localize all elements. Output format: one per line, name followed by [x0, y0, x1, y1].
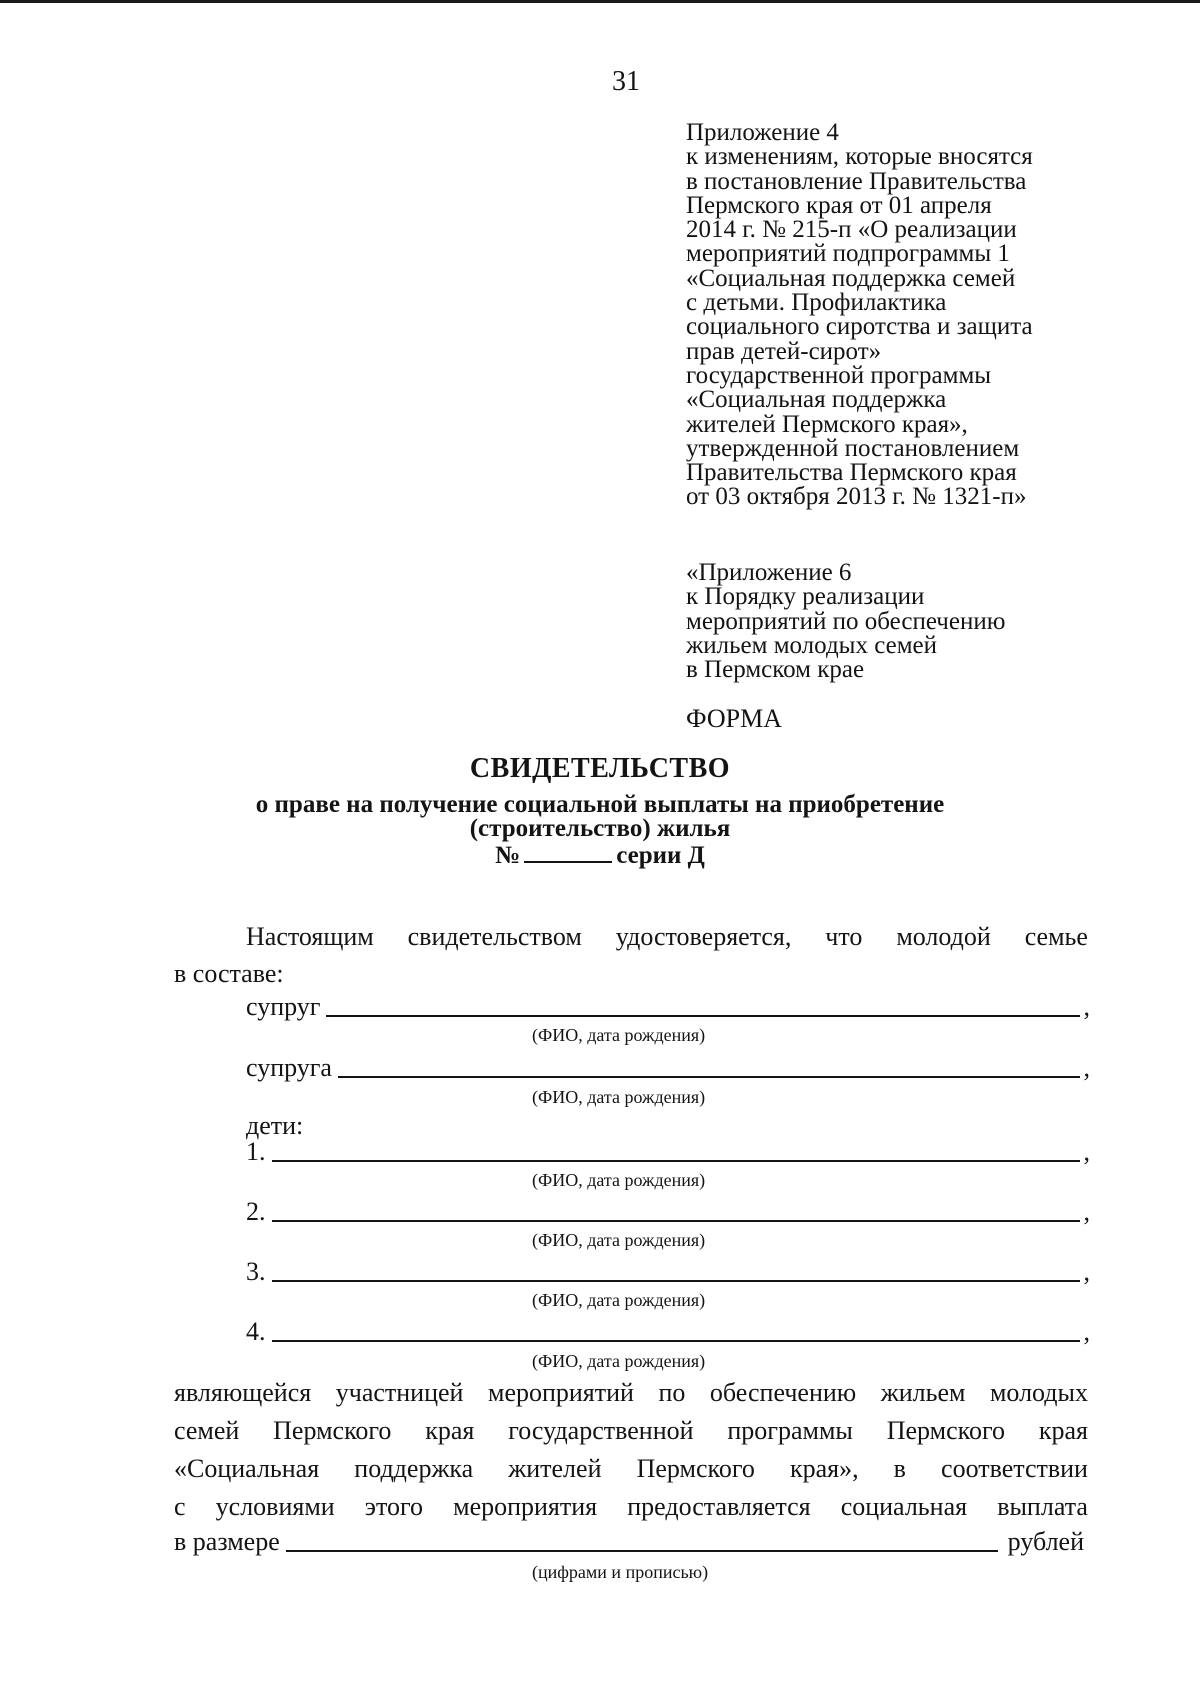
- wife-input-line[interactable]: [338, 1052, 1080, 1078]
- appendix-4-line: Пермского края от 01 апреля: [686, 191, 992, 219]
- wife-caption: (ФИО, дата рождения): [532, 1087, 706, 1107]
- participation-line-3: [174, 1454, 1088, 1484]
- wife-field-row: [246, 1053, 1090, 1083]
- appendix-6-line: жильем молодых семей: [686, 631, 938, 659]
- field-comma: ,: [1083, 1197, 1090, 1226]
- participation-word: поддержка: [354, 1454, 474, 1483]
- appendix-4-line: 2014 г. № 215-п «О реализации: [686, 216, 1017, 244]
- appendix-6-line: «Приложение 6: [686, 559, 852, 586]
- participation-word: социальная: [840, 1492, 968, 1521]
- amount-suffix: рублей: [1007, 1527, 1084, 1556]
- participation-word: государственной: [508, 1416, 694, 1445]
- appendix-4-line: «Социальная поддержка семей: [686, 264, 1016, 292]
- participation-word: обеспечению: [709, 1378, 857, 1407]
- appendix-4-line: «Социальная поддержка: [686, 386, 947, 414]
- participation-word: мероприятия: [453, 1492, 598, 1521]
- child-1-number: 1.: [246, 1137, 266, 1166]
- appendix-4-line: в постановление Правительства: [686, 167, 1027, 195]
- child-4-input-line[interactable]: [272, 1316, 1080, 1342]
- scan-top-edge: [0, 0, 1200, 3]
- intro-word: свидетельством: [407, 922, 582, 951]
- participation-word: семей: [174, 1416, 240, 1445]
- participation-word: условиями: [215, 1492, 335, 1521]
- amount-input-line[interactable]: [286, 1526, 998, 1552]
- intro-word: удостоверяется,: [615, 922, 792, 951]
- appendix-4-line: мероприятий подпрограммы 1: [686, 240, 1010, 268]
- participation-word: программы: [727, 1416, 853, 1445]
- child-4-caption: (ФИО, дата рождения): [532, 1351, 706, 1371]
- appendix-6-block: [686, 561, 1005, 682]
- child-3-number: 3.: [246, 1257, 266, 1286]
- husband-field-row: [246, 992, 1090, 1022]
- amount-prefix: в размере: [174, 1527, 280, 1556]
- participation-word: «Социальная: [174, 1454, 320, 1483]
- appendix-4-line: от 03 октября 2013 г. № 1321-п»: [686, 483, 1027, 511]
- child-1-caption: (ФИО, дата рождения): [532, 1170, 706, 1190]
- child-3-field-row: [246, 1257, 1090, 1287]
- form-label: ФОРМА: [686, 704, 782, 733]
- child-2-caption: (ФИО, дата рождения): [532, 1230, 706, 1250]
- field-comma: ,: [1083, 1053, 1090, 1082]
- intro-word: семье: [1024, 922, 1088, 951]
- participation-word: края»,: [789, 1454, 859, 1483]
- children-label: дети:: [246, 1111, 304, 1140]
- field-comma: ,: [1083, 1257, 1090, 1286]
- appendix-4-line: Приложение 4: [686, 119, 839, 146]
- husband-label: супруг: [246, 992, 321, 1021]
- intro-word: молодой: [896, 922, 991, 951]
- participation-line-1: [174, 1378, 1088, 1408]
- appendix-4-line: к изменениям, которые вносятся: [686, 143, 1033, 171]
- child-1-field-row: [246, 1137, 1090, 1167]
- participation-word: в: [893, 1454, 906, 1483]
- appendix-4-line: Правительства Пермского края: [686, 459, 1017, 487]
- participation-word: мероприятий: [487, 1378, 634, 1407]
- participation-line-2: [174, 1416, 1088, 1446]
- appendix-4-line: жителей Пермского края»,: [686, 410, 968, 438]
- husband-input-line[interactable]: [326, 991, 1079, 1017]
- child-2-field-row: [246, 1197, 1090, 1227]
- intro-line-2: в составе:: [174, 959, 284, 988]
- participation-word: являющейся: [174, 1378, 312, 1407]
- subtitle-line-2: (строительство) жилья: [469, 815, 731, 842]
- intro-word: Настоящим: [246, 922, 374, 951]
- child-3-input-line[interactable]: [272, 1256, 1080, 1282]
- child-2-number: 2.: [246, 1197, 266, 1226]
- child-1-input-line[interactable]: [272, 1136, 1080, 1162]
- field-comma: ,: [1083, 1317, 1090, 1346]
- intro-word: что: [825, 922, 863, 951]
- participation-word: Пермского: [636, 1454, 755, 1483]
- participation-word: Пермского: [273, 1416, 392, 1445]
- amount-caption: (цифрами и прописью): [532, 1562, 709, 1582]
- series-label: серии Д: [616, 842, 705, 869]
- participation-word: по: [658, 1378, 686, 1407]
- participation-word: участницей: [335, 1378, 464, 1407]
- page-number: 31: [612, 66, 640, 97]
- participation-word: края: [425, 1416, 475, 1445]
- field-comma: ,: [1083, 1137, 1090, 1166]
- participation-word: жителей: [508, 1454, 602, 1483]
- certificate-number-line: [0, 841, 1200, 868]
- appendix-6-line: в Пермском крае: [686, 656, 865, 684]
- appendix-4-line: с детьми. Профилактика: [686, 289, 947, 317]
- appendix-6-line: мероприятий по обеспечению: [686, 607, 1006, 635]
- child-3-caption: (ФИО, дата рождения): [532, 1290, 706, 1310]
- participation-word: соответствии: [941, 1454, 1088, 1483]
- husband-caption: (ФИО, дата рождения): [532, 1025, 706, 1045]
- wife-label: супруга: [246, 1053, 332, 1082]
- participation-word: выплата: [997, 1492, 1088, 1521]
- child-2-input-line[interactable]: [272, 1196, 1080, 1222]
- participation-word: предоставляется: [627, 1492, 811, 1521]
- participation-word: Пермского: [886, 1416, 1005, 1445]
- child-4-field-row: [246, 1317, 1090, 1347]
- participation-word: этого: [364, 1492, 423, 1521]
- amount-field-row: [174, 1527, 1084, 1557]
- appendix-4-line: социального сиротства и защита: [686, 313, 1033, 341]
- subtitle-line-1: о праве на получение социальной выплаты на приобретение: [255, 791, 945, 818]
- participation-word: молодых: [989, 1378, 1088, 1407]
- number-sign: №: [495, 842, 521, 869]
- field-comma: ,: [1083, 992, 1090, 1021]
- appendix-4-line: государственной программы: [686, 361, 992, 389]
- appendix-4-line: прав детей-сирот»: [686, 337, 882, 365]
- participation-word: жильем: [880, 1378, 966, 1407]
- appendix-6-line: к Порядку реализации: [686, 583, 925, 611]
- participation-word: края: [1038, 1416, 1088, 1445]
- appendix-4-line: утвержденной постановлением: [686, 434, 1020, 462]
- intro-line-1: [246, 917, 1088, 956]
- participation-line-4: [174, 1492, 1088, 1522]
- document-title: СВИДЕТЕЛЬСТВО: [469, 753, 731, 784]
- certificate-number-blank[interactable]: [524, 841, 612, 863]
- child-4-number: 4.: [246, 1317, 266, 1346]
- appendix-4-block: [686, 121, 1033, 510]
- participation-word: с: [174, 1492, 186, 1521]
